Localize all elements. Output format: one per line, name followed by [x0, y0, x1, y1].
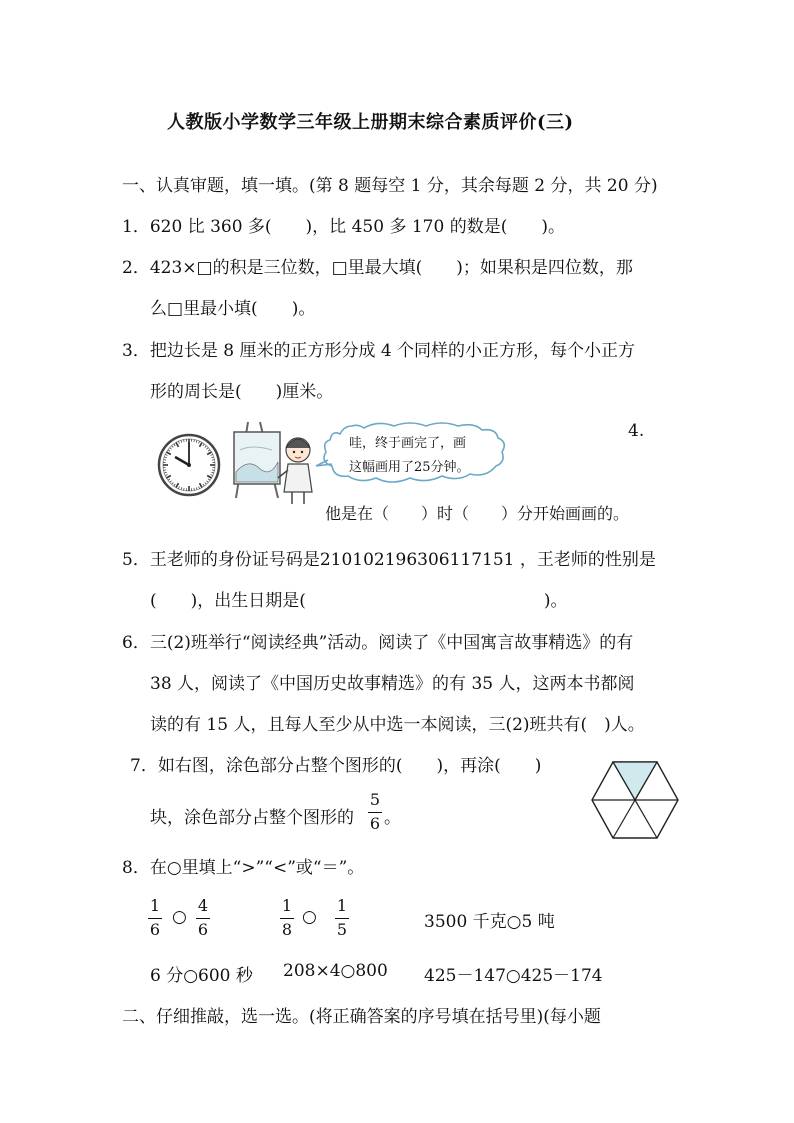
question-8-text: 8．在○里填上“>”“<”或“＝”。 — [122, 858, 365, 878]
question-1: 1．620 比 360 多( )，比 450 多 170 的数是( )。 — [122, 217, 565, 237]
question-2-line2: 么□里最小填( )。 — [150, 299, 316, 319]
clock-icon — [159, 435, 219, 495]
speech-bubble-line2: 这幅画用了25分钟。 — [349, 460, 470, 475]
q7-fraction: 5 6 — [369, 790, 381, 833]
section1-heading: 一、认真审题，填一填。(第 8 题每空 1 分，其余每题 2 分，共 20 分) — [122, 176, 658, 196]
question-3-line1: 3．把边长是 8 厘米的正方形分成 4 个同样的小正方形，每个小正方 — [122, 341, 636, 361]
q8-compare-4: 6 分○600 秒 — [150, 966, 253, 986]
q8-fraction-3: 1 8 — [281, 896, 293, 939]
q8-fraction-1: 1 6 — [149, 896, 161, 939]
question-7-line1: 7．如右图，涂色部分占整个图形的( )，再涂( ) — [130, 756, 542, 776]
question-5-line1: 5．王老师的身份证号码是210102196306117151 ，王老师的性别是 — [122, 550, 656, 570]
question-5-line2: ( )，出生日期是( )。 — [150, 591, 568, 611]
speech-bubble-line1: 哇，终于画完了，画 — [349, 436, 467, 451]
question-6-line2: 38 人，阅读了《中国历史故事精选》的有 35 人，这两本书都阅 — [150, 674, 635, 694]
q8-compare-5: 208×4○800 — [283, 961, 388, 981]
q8-fraction-4: 1 5 — [336, 896, 348, 939]
q8-compare-6: 425－147○425－174 — [424, 966, 603, 986]
hexagon-figure — [590, 760, 680, 840]
question-7-line2-prefix: 块，涂色部分占整个图形的 — [150, 808, 354, 828]
question-6-line1: 6．三(2)班举行“阅读经典”活动。阅读了《中国寓言故事精选》的有 — [122, 633, 634, 653]
q8-circle-1: ○ — [172, 907, 187, 927]
question-4-number: 4. — [628, 421, 645, 441]
q8-compare-3: 3500 千克○5 吨 — [424, 912, 555, 932]
question-4-text: 他是在（ ）时（ ）分开始画画的。 — [325, 504, 630, 523]
question-2-line1: 2．423×□的积是三位数，□里最大填( )；如果积是四位数，那 — [122, 258, 633, 278]
easel-icon — [234, 422, 280, 498]
section2-heading: 二、仔细推敲，选一选。(将正确答案的序号填在括号里)(每小题 — [122, 1007, 601, 1027]
question-3-line2: 形的周长是( )厘米。 — [150, 382, 334, 402]
page-title: 人教版小学数学三年级上册期末综合素质评价(三) — [167, 112, 574, 133]
question-7-line2-suffix: 。 — [384, 808, 401, 828]
child-icon — [278, 438, 312, 504]
q8-circle-2: ○ — [302, 907, 317, 927]
question-6-line3: 读的有 15 人，且每人至少从中选一本阅读，三(2)班共有( )人。 — [150, 715, 645, 735]
q8-fraction-2: 4 6 — [197, 896, 209, 939]
